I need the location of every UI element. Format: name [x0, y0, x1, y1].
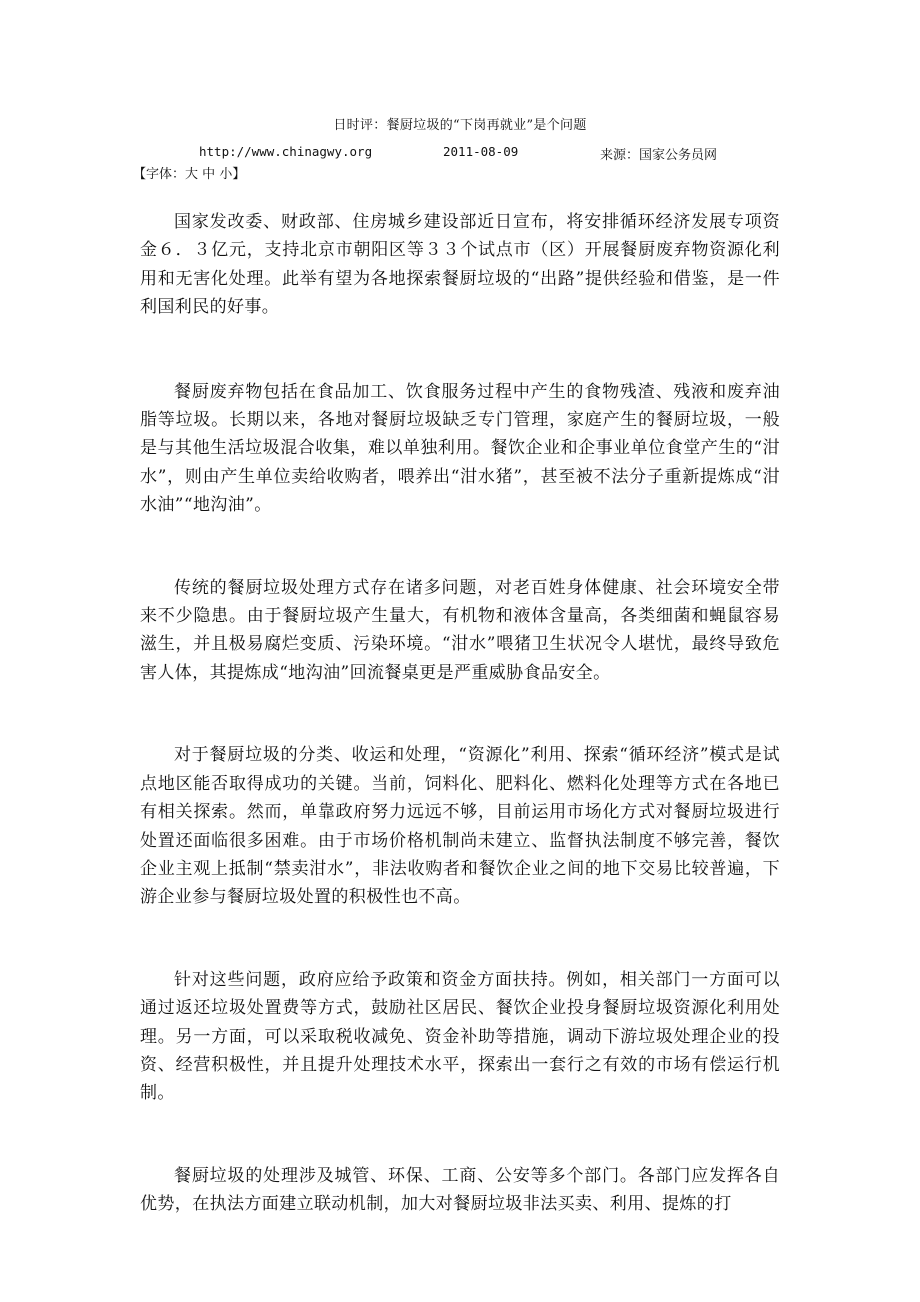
article-title: 日时评：餐厨垃圾的“下岗再就业”是个问题	[333, 118, 587, 133]
source-url-link[interactable]: http://www.chinagwy.org	[199, 144, 373, 159]
article-body	[140, 208, 780, 1219]
font-size-label-suffix: 】	[232, 167, 246, 182]
source-label: 来源：国家公务员网	[600, 148, 718, 163]
article-paragraph: 传统的餐厨垃圾处理方式存在诸多问题，对老百姓身体健康、社会环境安全带来不少隐患。由于餐厨垃圾产生量大，有机物和液体含量高，各类细菌和蝇鼠容易滋生，并且极易腐烂变质、污染环境。“泔水”喂猪卫生状况令人堪忧，最终导致危害人体，其提炼成“地沟油”回流餐桌更是严重威胁食品安全。	[140, 577, 780, 683]
article-paragraph: 针对这些问题，政府应给予政策和资金方面扶持。例如，相关部门一方面可以通过返还垃圾处置费等方式，鼓励社区居民、餐饮企业投身餐厨垃圾资源化利用处理。另一方面，可以采取税收减免、资金补助等措施，调动下游垃圾处理企业的投资、经营积极性，并且提升处理技术水平，探索出一套行之有效的市场有偿运行机制。	[140, 969, 780, 1104]
font-size-selector	[133, 163, 245, 182]
font-size-medium-link[interactable]: 中	[202, 167, 216, 182]
font-size-small-link[interactable]: 小	[219, 167, 233, 182]
font-size-label-prefix: 【字体：	[133, 167, 186, 182]
article-paragraph: 对于餐厨垃圾的分类、收运和处理，“资源化”利用、探索“循环经济”模式是试点地区能否取得成功的关键。当前，饲料化、肥料化、燃料化处理等方式在各地已有相关探索。然而，单靠政府努力远远不够，目前运用市场化方式对餐厨垃圾进行处置还面临很多困难。由于市场价格机制尚未建立、监督执法制度不够完善，餐饮企业主观上抵制“禁卖泔水”，非法收购者和餐饮企业之间的地下交易比较普遍，下游企业参与餐厨垃圾处置的积极性也不高。	[140, 745, 780, 908]
article-paragraph: 餐厨废弃物包括在食品加工、饮食服务过程中产生的食物残渣、残液和废弃油脂等垃圾。长期以来，各地对餐厨垃圾缺乏专门管理，家庭产生的餐厨垃圾，一般是与其他生活垃圾混合收集，难以单独利用。餐饮企业和企事业单位食堂产生的“泔水”，则由产生单位卖给收购者，喂养出“泔水猪”，甚至被不法分子重新提炼成“泔水油”“地沟油”。	[140, 381, 780, 516]
article-paragraph: 国家发改委、财政部、住房城乡建设部近日宣布，将安排循环经济发展专项资金６．３亿元，支持北京市朝阳区等３３个试点市（区）开展餐厨废弃物资源化利用和无害化处理。此举有望为各地探索餐厨垃圾的“出路”提供经验和借鉴，是一件利国利民的好事。	[140, 212, 780, 318]
publish-date: 2011-08-09	[443, 144, 519, 159]
font-size-large-link[interactable]: 大	[185, 167, 199, 182]
article-paragraph: 餐厨垃圾的处理涉及城管、环保、工商、公安等多个部门。各部门应发挥各自优势，在执法方面建立联动机制，加大对餐厨垃圾非法买卖、利用、提炼的打	[140, 1165, 780, 1215]
